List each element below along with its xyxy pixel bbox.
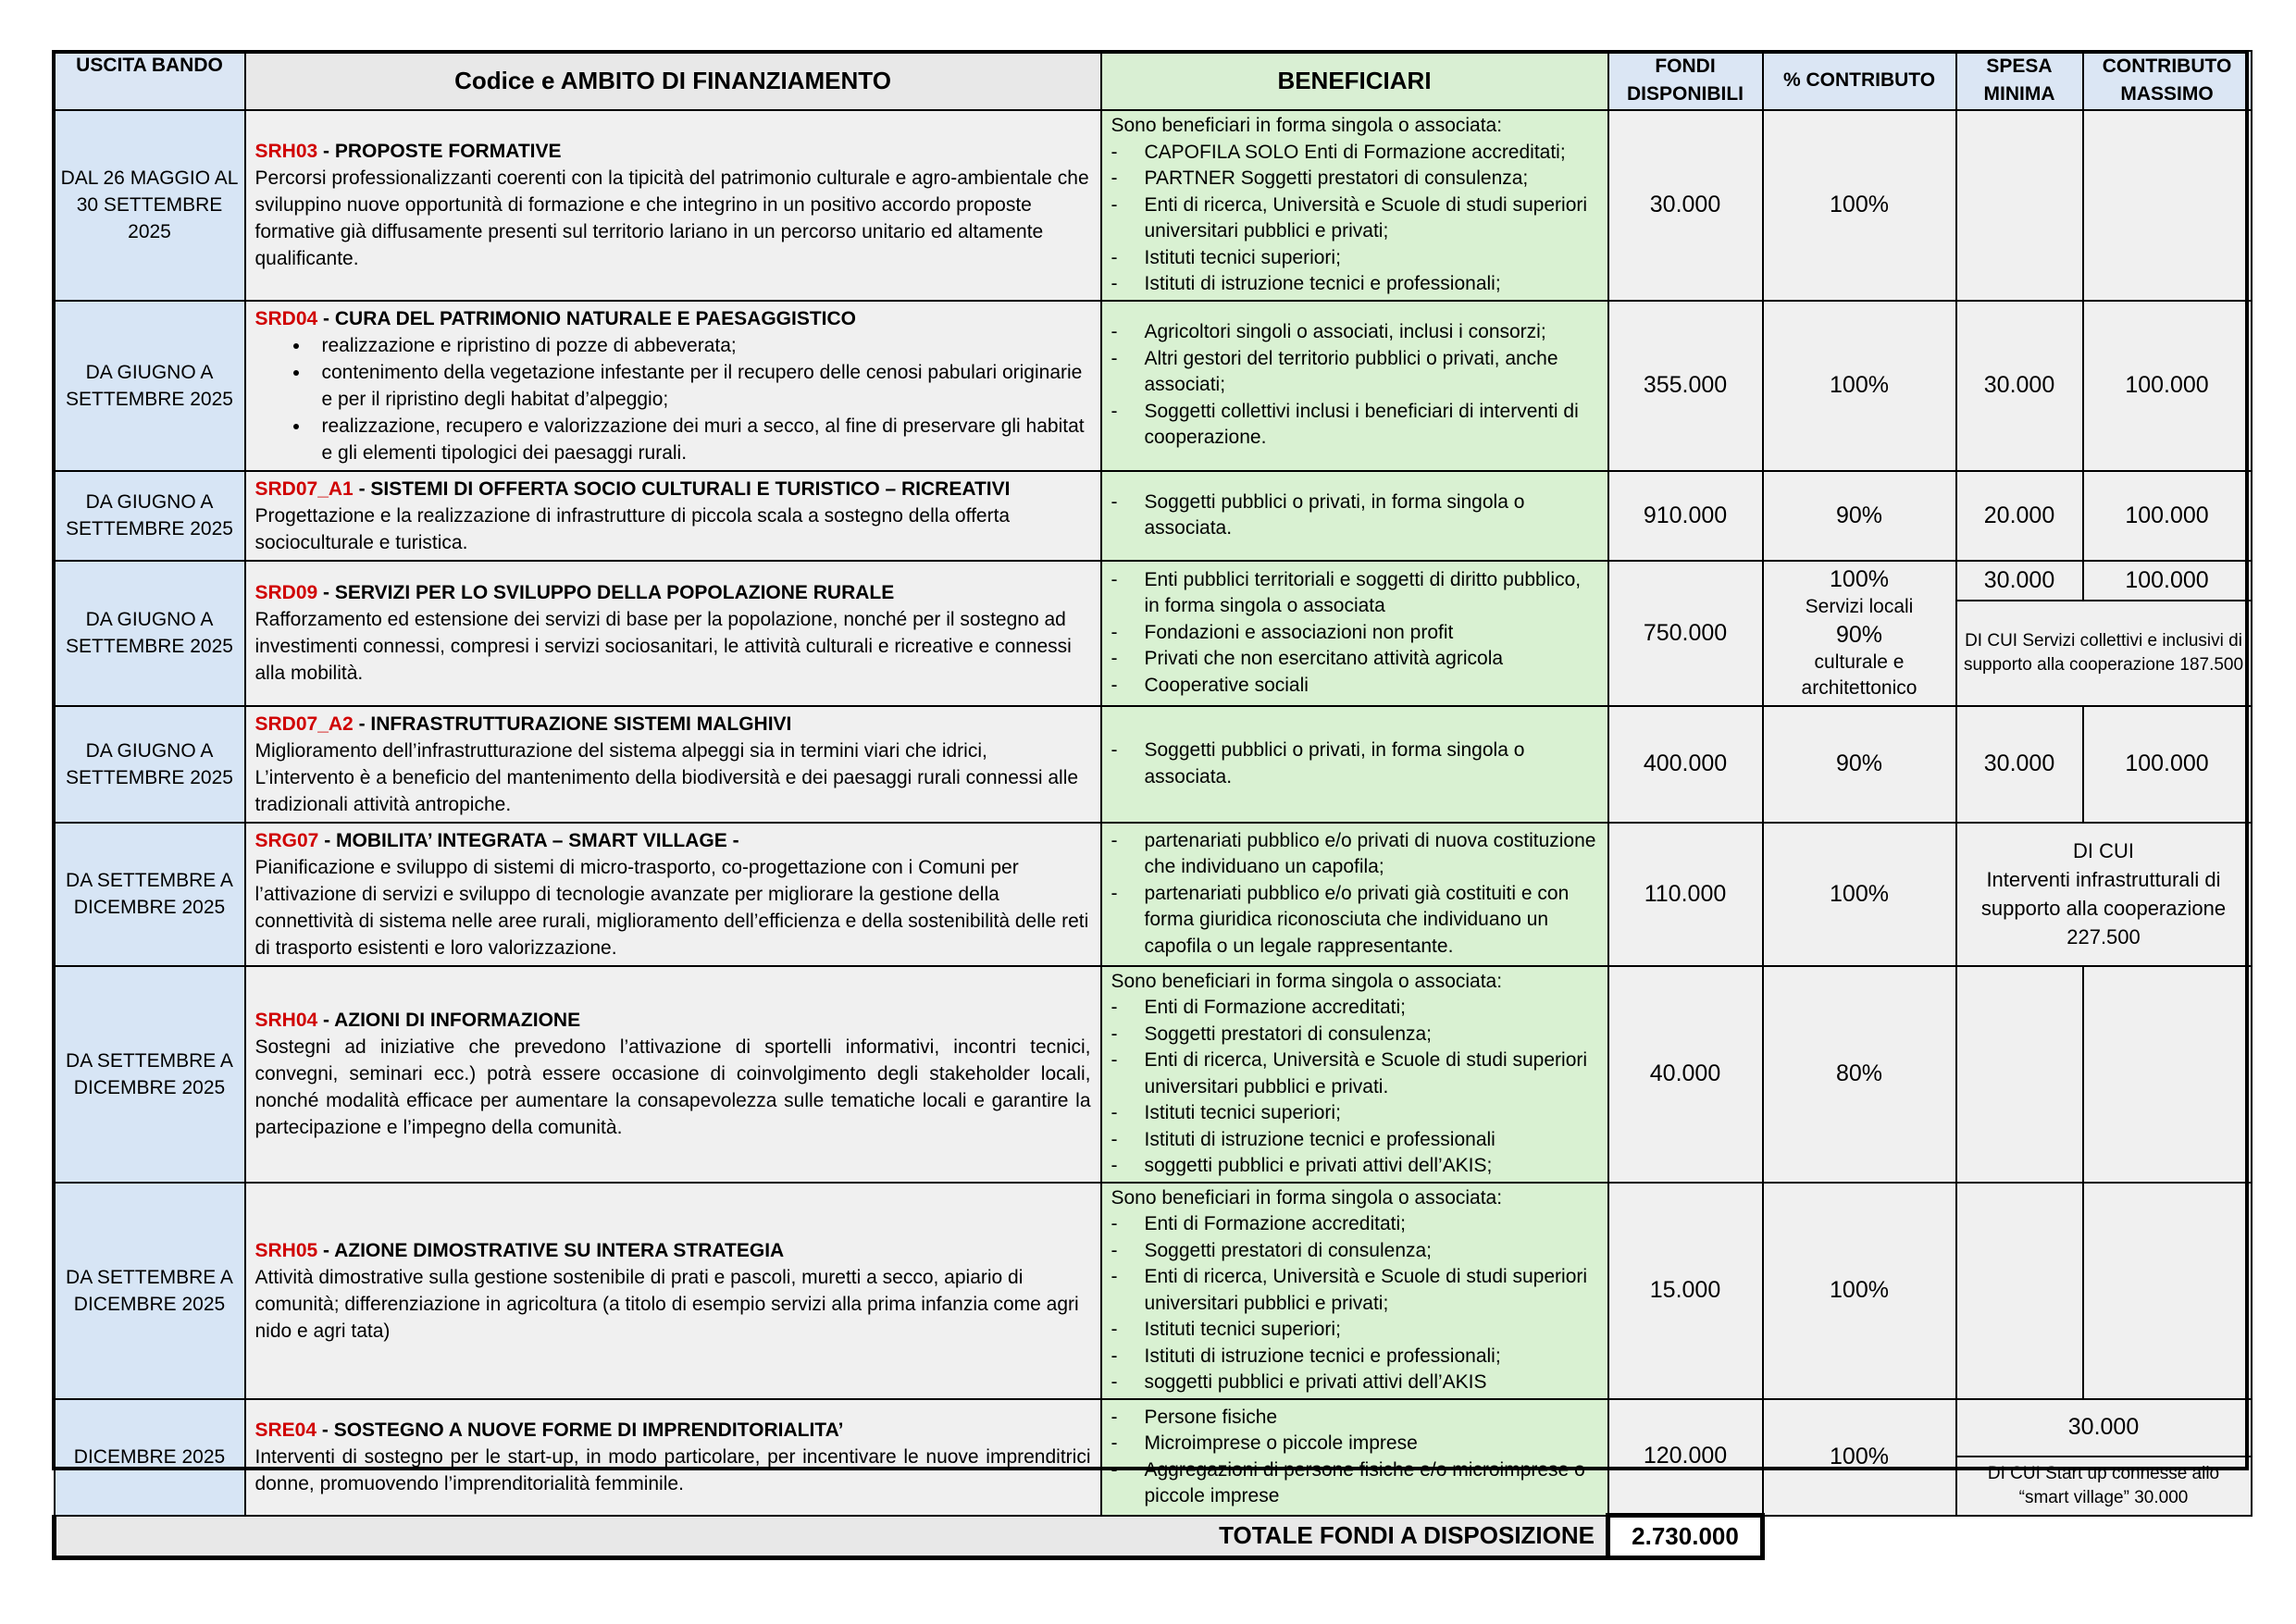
intervention-title: - SOSTEGNO A NUOVE FORME DI IMPRENDITORIALITA’ — [316, 1419, 844, 1441]
beneficiary-item: - partenariati pubblico e/o privati già costituiti e con forma giuridica riconosciuta che individuano un capofila o un legale rappresentante. — [1111, 881, 1598, 961]
ambito-cell — [245, 471, 1101, 561]
table-row — [55, 1183, 2252, 1399]
ambito-cell — [245, 823, 1101, 966]
contributo-cell — [1763, 561, 1956, 706]
beneficiary-item: - partenariati pubblico e/o privati di nuova costituzione che individuano un capofila; — [1111, 828, 1598, 881]
di-cui-note: DI CUI Start up connesse allo “smart village” 30.000 — [1956, 1457, 2252, 1516]
intervention-code: SRE04 — [254, 1419, 317, 1441]
uscita-bando-cell: DA GIUGNO A SETTEMBRE 2025 — [55, 706, 245, 823]
contributo-cell: 100% — [1763, 301, 1956, 471]
fondi-cell: 910.000 — [1608, 471, 1763, 561]
beneficiary-item: - CAPOFILA SOLO Enti di Formazione accreditati; — [1111, 140, 1598, 167]
contributo-cell: 100% — [1763, 823, 1956, 966]
contributo-cell: 100% — [1763, 1399, 1956, 1516]
ambito-cell — [245, 706, 1101, 823]
beneficiary-item: - Aggregazioni di persone fisiche e/o microimprese o piccole imprese — [1111, 1457, 1598, 1510]
di-cui-note: DI CUI Servizi collettivi e inclusivi di supporto alla cooperazione 187.500 — [1956, 601, 2252, 706]
contributo-value: 90% — [1835, 622, 1883, 648]
funding-table-sheet — [52, 50, 2249, 1550]
beneficiari-cell — [1101, 706, 1608, 823]
fondi-cell: 40.000 — [1608, 966, 1763, 1183]
beneficiari-cell — [1101, 471, 1608, 561]
uscita-bando-cell: DA SETTEMBRE A DICEMBRE 2025 — [55, 1183, 245, 1399]
beneficiary-item: - Istituti di istruzione tecnici e professionali — [1111, 1127, 1598, 1154]
intervention-description: Percorsi professionalizzanti coerenti con la tipicità del patrimonio culturale e agro-ambientale che sviluppino nuove opportunità di formazione e che integrino in un positivo accordo proposte formative già diffusamente presenti sul territorio lariano in un percorso unitario ed altamente qualificante. — [254, 167, 1089, 270]
intervention-description: Pianificazione e sviluppo di sistemi di micro-trasporto, co-progettazione con i Comuni per l’attivazione di servizi e sviluppo di tecnologie avanzate per migliorare la gestione della connettività di sistema nelle aree rurali, miglioramento dell’efficienza e della sostenibilità delle reti di trasporto esistenti e loro valorizzazione. — [254, 856, 1089, 959]
intervention-title: - CURA DEL PATRIMONIO NATURALE E PAESAGGISTICO — [317, 307, 856, 329]
header-ambito: Codice e AMBITO DI FINANZIAMENTO — [245, 51, 1101, 110]
intervention-code: SRH04 — [254, 1010, 318, 1031]
intervention-code: SRD07_A1 — [254, 477, 354, 500]
beneficiary-item: - Enti di Formazione accreditati; — [1111, 995, 1598, 1022]
intervention-title: - AZIONI DI INFORMAZIONE — [317, 1010, 581, 1031]
uscita-bando-cell: DAL 26 MAGGIO AL 30 SETTEMBRE 2025 — [55, 110, 245, 301]
beneficiary-item: - Soggetti pubblici o privati, in forma singola o associata. — [1111, 738, 1598, 790]
fondi-cell: 400.000 — [1608, 706, 1763, 823]
ambito-cell — [245, 561, 1101, 706]
beneficiary-item: - Enti di ricerca, Università e Scuole di studi superiori universitari pubblici e privati; — [1111, 1264, 1598, 1317]
spesa-minima-cell — [1956, 110, 2083, 301]
uscita-bando-cell: DA GIUGNO A SETTEMBRE 2025 — [55, 561, 245, 706]
intervention-code: SRH03 — [254, 141, 318, 163]
intervention-description: Attività dimostrative sulla gestione sostenibile di prati e pascoli, muretti a secco, apiario di comunità; differenziazione in agricoltura (a titolo di esempio servizi alla prima infanzia come agri nido e agri tata) — [254, 1266, 1079, 1342]
header-uscita-bando: USCITA BANDO — [55, 51, 245, 110]
table-row — [55, 561, 2252, 601]
table-row — [55, 471, 2252, 561]
di-cui-title: DI CUI — [2073, 839, 2134, 862]
beneficiary-item: - Soggetti pubblici o privati, in forma singola o associata. — [1111, 490, 1598, 542]
beneficiary-item: - Istituti di istruzione tecnici e professionali; — [1111, 1344, 1598, 1370]
beneficiary-item: - Soggetti prestatori di consulenza; — [1111, 1022, 1598, 1048]
contributo-note: culturale e architettonico — [1801, 651, 1917, 699]
intervention-title: - SERVIZI PER LO SVILUPPO DELLA POPOLAZIONE RURALE — [317, 582, 895, 603]
contributo-cell: 100% — [1763, 1183, 1956, 1399]
spesa-minima-cell: 20.000 — [1956, 471, 2083, 561]
beneficiary-item: - Istituti di istruzione tecnici e professionali; — [1111, 271, 1598, 298]
ambito-cell — [245, 301, 1101, 471]
di-cui-note: Interventi infrastrutturali di supporto alla cooperazione 227.500 — [1980, 868, 2227, 948]
spesa-minima-cell: 30.000 — [1956, 301, 2083, 471]
header-contributo: % CONTRIBUTO — [1763, 51, 1956, 110]
contributo-cell: 90% — [1763, 706, 1956, 823]
beneficiari-cell — [1101, 301, 1608, 471]
beneficiary-item: - Enti pubblici territoriali e soggetti di diritto pubblico, in forma singola o associata — [1111, 567, 1598, 620]
ambito-cell — [245, 966, 1101, 1183]
spesa-minima-cell — [1956, 966, 2083, 1183]
fondi-cell: 120.000 — [1608, 1399, 1763, 1516]
intervention-description: Progettazione e la realizzazione di infrastrutture di piccola scala a sostegno della offerta socioculturale e turistica. — [254, 504, 1011, 553]
spesa-minima-cell: 30.000 — [1956, 706, 2083, 823]
contributo-massimo-cell — [2083, 1183, 2252, 1399]
spesa-massimo-cell: 30.000 — [1956, 1399, 2252, 1457]
intervention-code: SRD07_A2 — [254, 713, 354, 735]
beneficiari-cell — [1101, 1399, 1608, 1516]
ambito-cell — [245, 1183, 1101, 1399]
uscita-bando-cell: DICEMBRE 2025 — [55, 1399, 245, 1516]
uscita-bando-cell: DA SETTEMBRE A DICEMBRE 2025 — [55, 966, 245, 1183]
spesa-minima-cell: 30.000 — [1956, 561, 2083, 601]
beneficiari-intro: Sono beneficiari in forma singola o associata: — [1111, 115, 1503, 136]
total-spacer — [1763, 1516, 2252, 1558]
table-row — [55, 823, 2252, 966]
contributo-cell: 80% — [1763, 966, 1956, 1183]
contributo-cell: 90% — [1763, 471, 1956, 561]
beneficiary-item: - Agricoltori singoli o associati, inclusi i consorzi; — [1111, 319, 1598, 346]
beneficiary-item: - Persone fisiche — [1111, 1405, 1598, 1432]
beneficiari-cell — [1101, 110, 1608, 301]
contributo-massimo-cell — [2083, 966, 2252, 1183]
beneficiary-item: - PARTNER Soggetti prestatori di consulenza; — [1111, 166, 1598, 192]
contributo-massimo-cell — [2083, 110, 2252, 301]
total-row — [55, 1516, 2252, 1558]
beneficiari-cell — [1101, 823, 1608, 966]
fondi-cell: 110.000 — [1608, 823, 1763, 966]
fondi-cell: 750.000 — [1608, 561, 1763, 706]
contributo-value: 100% — [1830, 566, 1889, 592]
fondi-cell: 15.000 — [1608, 1183, 1763, 1399]
beneficiary-item: - Enti di ricerca, Università e Scuole di studi superiori universitari pubblici e privati. — [1111, 1048, 1598, 1100]
header-beneficiari: BENEFICIARI — [1101, 51, 1608, 110]
contributo-massimo-cell: 100.000 — [2083, 706, 2252, 823]
table-row — [55, 110, 2252, 301]
ambito-cell — [245, 110, 1101, 301]
uscita-bando-cell: DA GIUGNO A SETTEMBRE 2025 — [55, 471, 245, 561]
header-contributo-massimo: CONTRIBUTO MASSIMO — [2083, 51, 2252, 110]
intervention-description: Interventi di sostegno per le start-up, in modo particolare, per incentivare le nuove imprenditrici donne, promuovendo l’imprenditorialità femminile. — [254, 1446, 1091, 1494]
action-item: • realizzazione, recupero e valorizzazione dei muri a secco, al fine di preservare gli habitat e gli elementi tipologici dei paesaggi rurali. — [311, 413, 1091, 466]
table-row — [55, 1399, 2252, 1457]
header-spesa-minima: SPESA MINIMA — [1956, 51, 2083, 110]
fondi-cell: 355.000 — [1608, 301, 1763, 471]
intervention-description: Sostegni ad iniziative che prevedono l’attivazione di sportelli informativi, incontri tecnici, convegni, seminari ecc.) potrà essere occasione di coinvolgimento degli stakeholder locali, nonché modalità efficace per aumentare la consapevolezza sulle tematiche locali e garantire la partecipazione e l’impegno della comunità. — [254, 1036, 1091, 1138]
intervention-title: - AZIONE DIMOSTRATIVE SU INTERA STRATEGIA — [317, 1239, 785, 1261]
contributo-massimo-cell: 100.000 — [2083, 561, 2252, 601]
beneficiary-item: - Istituti tecnici superiori; — [1111, 245, 1598, 272]
action-item: • realizzazione e ripristino di pozze di abbeverata; — [311, 332, 1091, 359]
contributo-massimo-cell: 100.000 — [2083, 301, 2252, 471]
beneficiary-item: - Enti di Formazione accreditati; — [1111, 1211, 1598, 1238]
beneficiari-cell — [1101, 1183, 1608, 1399]
beneficiari-cell — [1101, 966, 1608, 1183]
intervention-title: - INFRASTRUTTURAZIONE SISTEMI MALGHIVI — [353, 713, 792, 735]
contributo-cell: 100% — [1763, 110, 1956, 301]
intervention-title: - MOBILITA’ INTEGRATA – SMART VILLAGE - — [318, 829, 739, 851]
uscita-bando-cell: DA GIUGNO A SETTEMBRE 2025 — [55, 301, 245, 471]
beneficiary-item: - Fondazioni e associazioni non profit — [1111, 620, 1598, 647]
di-cui-note-cell — [1956, 823, 2252, 966]
intervention-title: - PROPOSTE FORMATIVE — [317, 141, 562, 163]
beneficiari-intro: Sono beneficiari in forma singola o associata: — [1111, 1186, 1503, 1209]
beneficiary-item: - Altri gestori del territorio pubblici o privati, anche associati; — [1111, 346, 1598, 399]
action-item: • contenimento della vegetazione infestante per il recupero delle cenosi pabulari originarie e per il ripristino degli habitat d’alpeggio; — [311, 359, 1091, 413]
funding-table — [52, 50, 2253, 1560]
intervention-code: SRG07 — [254, 829, 319, 851]
contributo-note: Servizi locali — [1805, 596, 1914, 617]
header-fondi: FONDI DISPONIBILI — [1608, 51, 1763, 110]
table-row — [55, 706, 2252, 823]
spesa-minima-cell — [1956, 1183, 2083, 1399]
intervention-title: - SISTEMI DI OFFERTA SOCIO CULTURALI E TURISTICO – RICREATIVI — [353, 477, 1011, 500]
intervention-description: Miglioramento dell’infrastrutturazione del sistema alpeggi sia in termini viari che idrici, L’intervento è a beneficio del mantenimento della biodiversità e dei paesaggi rurali connessi alle tradizionali attività antropiche. — [254, 739, 1079, 815]
table-row — [55, 301, 2252, 471]
total-label: TOTALE FONDI A DISPOSIZIONE — [55, 1516, 1608, 1558]
beneficiary-item: - Enti di ricerca, Università e Scuole di studi superiori universitari pubblici e privati; — [1111, 192, 1598, 245]
intervention-code: SRH05 — [254, 1239, 318, 1261]
beneficiary-item: - Privati che non esercitano attività agricola — [1111, 646, 1598, 673]
total-value: 2.730.000 — [1608, 1516, 1763, 1558]
beneficiary-item: - Microimprese o piccole imprese — [1111, 1431, 1598, 1457]
beneficiary-item: - Soggetti prestatori di consulenza; — [1111, 1238, 1598, 1265]
beneficiary-item: - soggetti pubblici e privati attivi dell’AKIS — [1111, 1370, 1598, 1396]
intervention-code: SRD09 — [254, 582, 318, 603]
beneficiary-item: - Soggetti collettivi inclusi i beneficiari di interventi di cooperazione. — [1111, 399, 1598, 452]
beneficiari-intro: Sono beneficiari in forma singola o associata: — [1111, 970, 1503, 992]
contributo-massimo-cell: 100.000 — [2083, 471, 2252, 561]
beneficiary-item: - Istituti tecnici superiori; — [1111, 1100, 1598, 1127]
table-row — [55, 966, 2252, 1183]
header-row — [55, 51, 2252, 110]
beneficiary-item: - Cooperative sociali — [1111, 673, 1598, 700]
beneficiary-item: - Istituti tecnici superiori; — [1111, 1317, 1598, 1344]
intervention-description: Rafforzamento ed estensione dei servizi di base per la popolazione, nonché per il sostegno ad investimenti connessi, compresi i servizi sociosanitari, le attività culturali e ricreative e connessi alla mobilità. — [254, 609, 1072, 684]
beneficiary-item: - soggetti pubblici e privati attivi dell’AKIS; — [1111, 1153, 1598, 1180]
intervention-code: SRD04 — [254, 307, 318, 329]
beneficiari-cell — [1101, 561, 1608, 706]
ambito-cell — [245, 1399, 1101, 1516]
fondi-cell: 30.000 — [1608, 110, 1763, 301]
uscita-bando-cell: DA SETTEMBRE A DICEMBRE 2025 — [55, 823, 245, 966]
